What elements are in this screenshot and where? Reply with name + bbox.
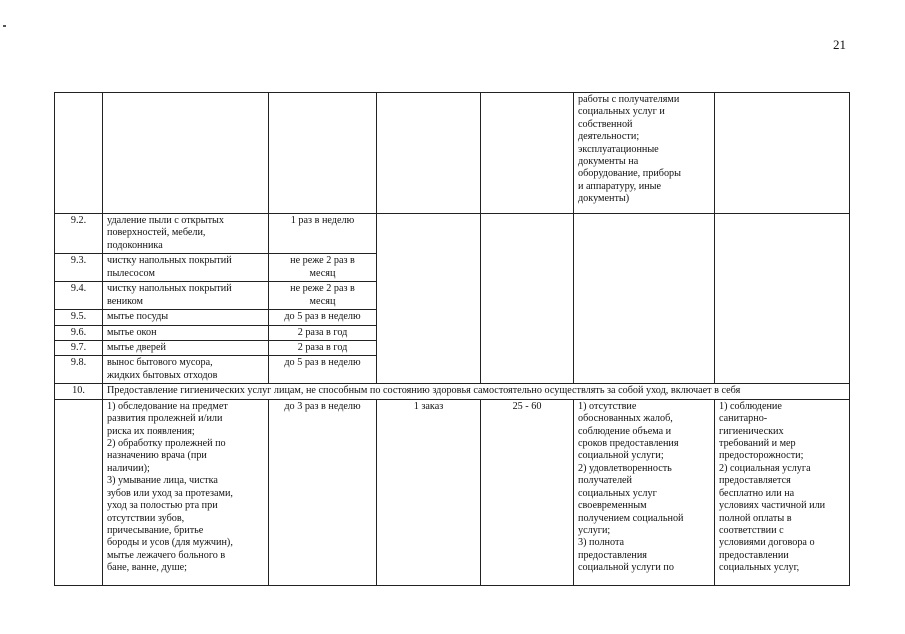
service-name: чистку напольных покрытий пылесосом	[103, 254, 269, 282]
section-number: 10.	[55, 384, 103, 399]
service-name: мытье дверей	[103, 341, 269, 356]
row-number: 9.8.	[55, 356, 103, 384]
service-name: вынос бытового мусора, жидких бытовых отходов	[103, 356, 269, 384]
continuation-row	[55, 93, 850, 214]
row-number: 9.2.	[55, 214, 103, 254]
table-row	[55, 214, 850, 254]
service-name: мытье окон	[103, 325, 269, 340]
quality-cell: 1) отсутствие обоснованных жалоб, соблюдение объема и сроков предоставления социальной услуги; 2) удовлетворенность получателей социальных услуг своевременным получением социальной услуги; 3) полнота предоставления социальной услуги по	[574, 399, 715, 585]
service-frequency: 1 раз в неделю	[269, 214, 377, 254]
service-frequency: 2 раза в год	[269, 341, 377, 356]
cell-empty	[481, 214, 574, 384]
cell-empty	[55, 93, 103, 214]
conditions-cell: 1) соблюдение санитарно- гигиенических требований и мер предосторожности; 2) социальная услуга предоставляется бесплатно или на условиях частичной или полной оплаты в соответствии с условиями договора о предоставлении социальных услуг,	[715, 399, 850, 585]
cell-empty	[574, 214, 715, 384]
row-number: 9.3.	[55, 254, 103, 282]
row-number: 9.7.	[55, 341, 103, 356]
section-heading-row	[55, 384, 850, 399]
cell-empty	[377, 93, 481, 214]
quality-cell: работы с получателями социальных услуг и собственной деятельности; эксплуатационные документы на оборудование, приборы и аппаратуру, иные документы)	[574, 93, 715, 214]
cell-empty	[377, 214, 481, 384]
cell-empty	[481, 93, 574, 214]
service-unit: 1 заказ	[377, 399, 481, 585]
services-table	[54, 92, 850, 586]
row-number: 9.4.	[55, 282, 103, 310]
section-heading: Предоставление гигиенических услуг лицам, не способным по состоянию здоровья самостоятельно осуществлять за собой уход, включает в себя	[103, 384, 850, 399]
service-name: 1) обследование на предмет развития пролежней и/или риска их появления; 2) обработку пролежней по назначению врача (при наличии); 3) умывание лица, чистка зубов или уход за протезами, уход за полостью рта при отсутствии зубов, причесывание, бритье бороды и усов (для мужчин), мытье лежачего больного в бане, ванне, душе;	[103, 399, 269, 585]
cell-empty	[103, 93, 269, 214]
service-price: 25 - 60	[481, 399, 574, 585]
page-number: 21	[833, 37, 846, 52]
cell-empty	[715, 93, 850, 214]
service-name: чистку напольных покрытий веником	[103, 282, 269, 310]
service-frequency: не реже 2 раз в месяц	[269, 254, 377, 282]
service-frequency: до 5 раз в неделю	[269, 356, 377, 384]
service-frequency: 2 раза в год	[269, 325, 377, 340]
row-number: 9.6.	[55, 325, 103, 340]
cell-empty	[269, 93, 377, 214]
table-row	[55, 399, 850, 585]
row-number: 9.5.	[55, 310, 103, 325]
service-frequency: до 3 раз в неделю	[269, 399, 377, 585]
scan-speck	[3, 25, 6, 27]
service-frequency: не реже 2 раз в месяц	[269, 282, 377, 310]
service-name: мытье посуды	[103, 310, 269, 325]
service-frequency: до 5 раз в неделю	[269, 310, 377, 325]
cell-empty	[55, 399, 103, 585]
cell-empty	[715, 214, 850, 384]
service-name: удаление пыли с открытых поверхностей, мебели, подоконника	[103, 214, 269, 254]
